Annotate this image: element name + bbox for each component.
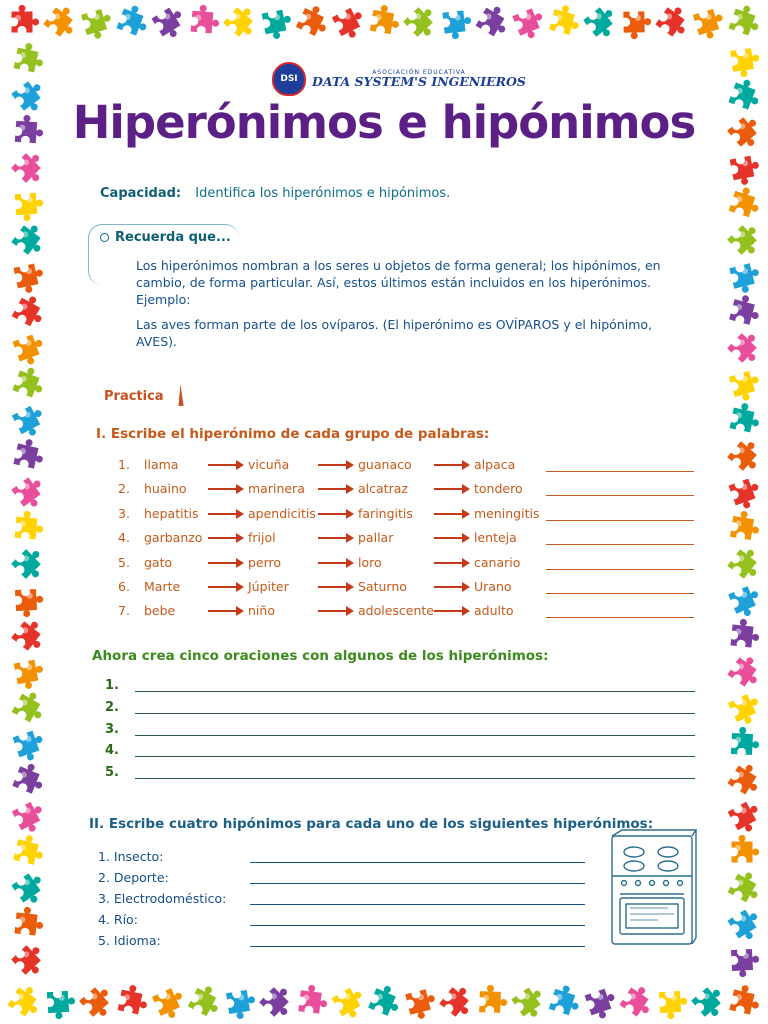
puzzle-piece-icon	[10, 148, 51, 189]
puzzle-piece-icon	[728, 583, 766, 621]
hyponym-item[interactable]	[98, 870, 169, 885]
arrow-right-icon	[434, 464, 468, 466]
logo-name: DATA SYSTEM'S INGENIEROS	[312, 73, 526, 89]
answer-line[interactable]	[546, 520, 694, 521]
puzzle-piece-icon	[727, 651, 767, 691]
word: faringitis	[358, 505, 413, 521]
puzzle-piece-icon	[729, 509, 762, 542]
hyponym-label: 3. Electrodoméstico:	[98, 891, 227, 906]
puzzle-piece-icon	[727, 867, 766, 906]
puzzle-piece-icon	[691, 982, 731, 1022]
word: canario	[474, 554, 521, 570]
shield-icon: DSI	[272, 62, 306, 96]
puzzle-piece-icon	[225, 988, 258, 1021]
puzzle-piece-icon	[14, 588, 44, 618]
puzzle-piece-icon	[10, 544, 51, 585]
hyponym-item[interactable]	[98, 933, 161, 948]
puzzle-piece-icon	[11, 869, 51, 909]
puzzle-piece-icon	[729, 261, 764, 296]
puzzle-piece-icon	[729, 292, 764, 327]
sentence-line[interactable]	[105, 722, 119, 737]
puzzle-piece-icon	[548, 982, 584, 1018]
puzzle-piece-icon	[726, 220, 766, 260]
row-number: 7.	[118, 603, 130, 619]
puzzle-piece-icon	[369, 3, 402, 36]
puzzle-piece-icon	[12, 760, 49, 797]
puzzle-piece-icon	[730, 726, 760, 756]
arrow-right-icon	[208, 488, 242, 490]
puzzle-piece-icon	[151, 3, 190, 42]
puzzle-piece-icon	[12, 332, 49, 369]
capacidad-label: Capacidad:	[100, 186, 182, 201]
sentence-number: 3.	[105, 721, 119, 737]
puzzle-piece-icon	[12, 728, 48, 764]
arrow-right-icon	[208, 610, 242, 612]
puzzle-piece-icon	[187, 981, 226, 1020]
word: adulto	[474, 603, 514, 619]
sentence-number: 5.	[105, 765, 119, 781]
word: hepatitis	[144, 505, 199, 521]
puzzle-piece-icon	[11, 4, 40, 33]
word: alcatraz	[358, 481, 408, 497]
arrow-right-icon	[318, 464, 352, 466]
answer-line[interactable]	[250, 925, 585, 926]
word: alpaca	[474, 457, 516, 472]
stove-icon	[608, 828, 698, 950]
arrow-right-icon	[318, 513, 352, 515]
answer-line[interactable]	[135, 735, 695, 736]
recuerda-paragraph-2: Las aves forman parte de los ovíparos. (El hiperónimo es OVÍPAROS y el hipónimo, AVES).	[136, 317, 653, 349]
puzzle-piece-icon	[439, 981, 479, 1021]
word: Júpiter	[248, 579, 289, 594]
row-number: 6.	[118, 579, 130, 594]
puzzle-piece-icon	[13, 658, 47, 692]
puzzle-piece-icon	[13, 832, 48, 867]
puzzle-piece-icon	[13, 40, 47, 74]
arrow-right-icon	[318, 610, 352, 612]
word: apendicitis	[248, 505, 316, 521]
puzzle-piece-icon	[512, 5, 549, 42]
puzzle-piece-icon	[727, 759, 766, 798]
arrow-right-icon	[434, 513, 468, 515]
section1-heading: I. Escribe el hiperónimo de cada grupo de palabras:	[96, 426, 490, 442]
hyponym-item[interactable]	[98, 912, 138, 927]
hyponym-label: 5. Idioma:	[98, 933, 161, 948]
page-title: Hiperónimos e hipónimos	[72, 96, 696, 149]
puzzle-piece-icon	[46, 990, 77, 1021]
puzzle-piece-icon	[11, 615, 51, 655]
sentence-number: 2.	[105, 699, 119, 715]
arrow-right-icon	[208, 562, 242, 564]
puzzle-piece-icon	[728, 368, 764, 404]
sentence-line[interactable]	[105, 700, 119, 715]
puzzle-piece-icon	[222, 2, 262, 42]
puzzle-piece-icon	[726, 328, 767, 369]
answer-line[interactable]	[546, 617, 694, 618]
puzzle-piece-icon	[727, 798, 766, 837]
sentence-number: 1.	[105, 678, 119, 693]
arrow-right-icon	[208, 537, 242, 539]
section2-heading: II. Escribe cuatro hipónimos para cada uno de los siguientes hiperónimos:	[89, 816, 654, 832]
hyponym-item[interactable]	[98, 891, 226, 906]
word: gato	[144, 554, 173, 570]
word: perro	[248, 554, 282, 570]
arrow-right-icon	[318, 586, 352, 588]
puzzle-piece-icon	[7, 981, 47, 1021]
answer-line[interactable]	[546, 471, 694, 472]
puzzle-piece-icon	[14, 509, 45, 540]
arrow-right-icon	[434, 586, 468, 588]
puzzle-piece-icon	[11, 798, 50, 837]
word: frijol	[248, 530, 276, 546]
hyponym-label: 2. Deporte:	[98, 870, 169, 885]
answer-line[interactable]	[546, 569, 694, 570]
answer-line[interactable]	[546, 593, 694, 594]
sentence-line[interactable]	[105, 678, 119, 693]
puzzle-piece-icon	[731, 834, 760, 863]
puzzle-piece-icon	[151, 985, 189, 1023]
school-logo	[272, 62, 526, 96]
puzzle-piece-icon	[549, 2, 584, 37]
puzzle-piece-icon	[729, 154, 763, 188]
row-number: 1.	[118, 457, 130, 472]
arrow-right-icon	[434, 562, 468, 564]
arrow-right-icon	[318, 537, 352, 539]
puzzle-piece-icon	[116, 2, 153, 39]
puzzle-piece-icon	[658, 990, 688, 1020]
puzzle-piece-icon	[511, 983, 551, 1023]
puzzle-piece-icon	[11, 219, 51, 259]
recuerda-label: Recuerda que...	[115, 230, 231, 245]
arrow-right-icon	[318, 488, 352, 490]
arrow-right-icon	[208, 586, 242, 588]
word: huaino	[144, 481, 187, 497]
word: meningitis	[474, 505, 540, 521]
practica-label: Practica	[104, 389, 164, 404]
word: loro	[358, 554, 382, 570]
sentence-line[interactable]	[105, 765, 119, 780]
sentence-line[interactable]	[105, 743, 119, 758]
puzzle-piece-icon	[655, 1, 695, 41]
puzzle-piece-icon	[261, 8, 295, 42]
puzzle-piece-icon	[43, 1, 83, 41]
word: garbanzo	[144, 530, 203, 546]
puzzle-piece-icon	[728, 2, 765, 39]
puzzle-piece-icon	[11, 473, 51, 513]
capacidad-text: Identifica los hiperónimos e hipónimos.	[195, 186, 451, 201]
puzzle-piece-icon	[729, 982, 763, 1016]
puzzle-piece-icon	[12, 364, 49, 401]
puzzle-piece-icon	[402, 2, 442, 42]
puzzle-piece-icon	[619, 981, 659, 1021]
sentences-heading: Ahora crea cinco oraciones con algunos de los hiperónimos:	[92, 648, 549, 664]
answer-line[interactable]	[546, 495, 694, 496]
puzzle-piece-icon	[405, 987, 440, 1022]
puzzle-piece-icon	[117, 982, 151, 1016]
answer-line[interactable]	[135, 691, 695, 692]
puzzle-piece-icon	[14, 905, 45, 936]
puzzle-piece-icon	[584, 986, 620, 1022]
hyponym-label: 4. Río:	[98, 912, 138, 927]
puzzle-piece-icon	[583, 2, 623, 42]
puzzle-piece-icon	[623, 11, 652, 40]
puzzle-piece-icon	[190, 3, 221, 34]
word: pallar	[358, 530, 394, 546]
word: adolescente	[358, 603, 434, 619]
hyponym-item[interactable]	[98, 849, 163, 864]
puzzle-piece-icon	[368, 981, 406, 1019]
word: bebe	[144, 603, 176, 619]
puzzle-piece-icon	[727, 543, 767, 583]
puzzle-piece-icon	[475, 1, 514, 40]
capacidad-line	[100, 186, 450, 201]
answer-line[interactable]	[135, 778, 695, 779]
arrow-right-icon	[434, 537, 468, 539]
sentence-number: 4.	[105, 743, 119, 759]
puzzle-piece-icon	[726, 435, 766, 475]
puzzle-piece-icon	[331, 984, 370, 1023]
recuerda-paragraph-1: Los hiperónimos nombran a los seres u objetos de forma general; los hipónimos, en cambio, de forma particular. Así, estos últimos están incluidos en los hiperónimos. Ejemplo:	[136, 258, 661, 307]
puzzle-piece-icon	[11, 291, 50, 330]
answer-line[interactable]	[250, 862, 585, 863]
puzzle-piece-icon	[728, 184, 764, 220]
arrow-right-icon	[434, 610, 468, 612]
recuerda-heading	[100, 230, 231, 245]
row-number: 3.	[118, 505, 130, 521]
puzzle-piece-icon	[298, 983, 330, 1015]
puzzle-piece-icon	[479, 984, 509, 1014]
puzzle-piece-icon	[730, 47, 762, 79]
puzzle-piece-icon	[14, 192, 45, 223]
arrow-right-icon	[208, 464, 242, 466]
row-number: 4.	[118, 530, 130, 546]
answer-line[interactable]	[250, 883, 585, 884]
puzzle-piece-icon	[727, 905, 766, 944]
arrow-right-icon	[208, 513, 242, 515]
word: lenteja	[474, 530, 517, 546]
puzzle-piece-icon	[258, 982, 299, 1023]
bullet-icon	[100, 233, 109, 242]
word: Urano	[474, 579, 512, 594]
puzzle-piece-icon	[13, 262, 47, 296]
puzzle-piece-icon	[728, 476, 765, 513]
arrow-right-icon	[318, 562, 352, 564]
answer-line[interactable]	[250, 946, 585, 947]
puzzle-piece-icon	[727, 690, 765, 728]
logo-subtitle: ASOCIACIÓN EDUCATIVA	[372, 68, 466, 76]
answer-line[interactable]	[546, 544, 694, 545]
answer-line[interactable]	[250, 904, 585, 905]
puzzle-piece-icon	[295, 1, 333, 39]
word: guanaco	[358, 457, 412, 472]
puzzle-piece-icon	[11, 402, 50, 441]
arrow-right-icon	[434, 488, 468, 490]
word: Saturno	[358, 579, 407, 594]
word: niño	[248, 603, 275, 619]
puzzle-piece-icon	[13, 436, 47, 470]
word: llama	[144, 457, 179, 472]
word: vicuña	[248, 457, 290, 472]
puzzle-piece-icon	[331, 4, 370, 43]
answer-line[interactable]	[135, 756, 695, 757]
puzzle-piece-icon	[442, 9, 473, 40]
puzzle-piece-icon	[80, 7, 115, 42]
puzzle-piece-icon	[729, 400, 763, 434]
answer-line[interactable]	[135, 713, 695, 714]
puzzle-piece-icon	[11, 687, 50, 726]
row-number: 2.	[118, 481, 130, 497]
puzzle-piece-icon	[730, 617, 761, 648]
puzzle-piece-icon	[730, 948, 760, 978]
puzzle-piece-icon	[78, 982, 118, 1022]
word: tondero	[474, 481, 523, 497]
hyponym-label: 1. Insecto:	[98, 849, 164, 864]
puzzle-piece-icon	[692, 6, 728, 42]
row-number: 5.	[118, 554, 130, 570]
word: Marte	[144, 579, 181, 594]
word: marinera	[248, 481, 305, 497]
puzzle-piece-icon	[10, 940, 50, 980]
